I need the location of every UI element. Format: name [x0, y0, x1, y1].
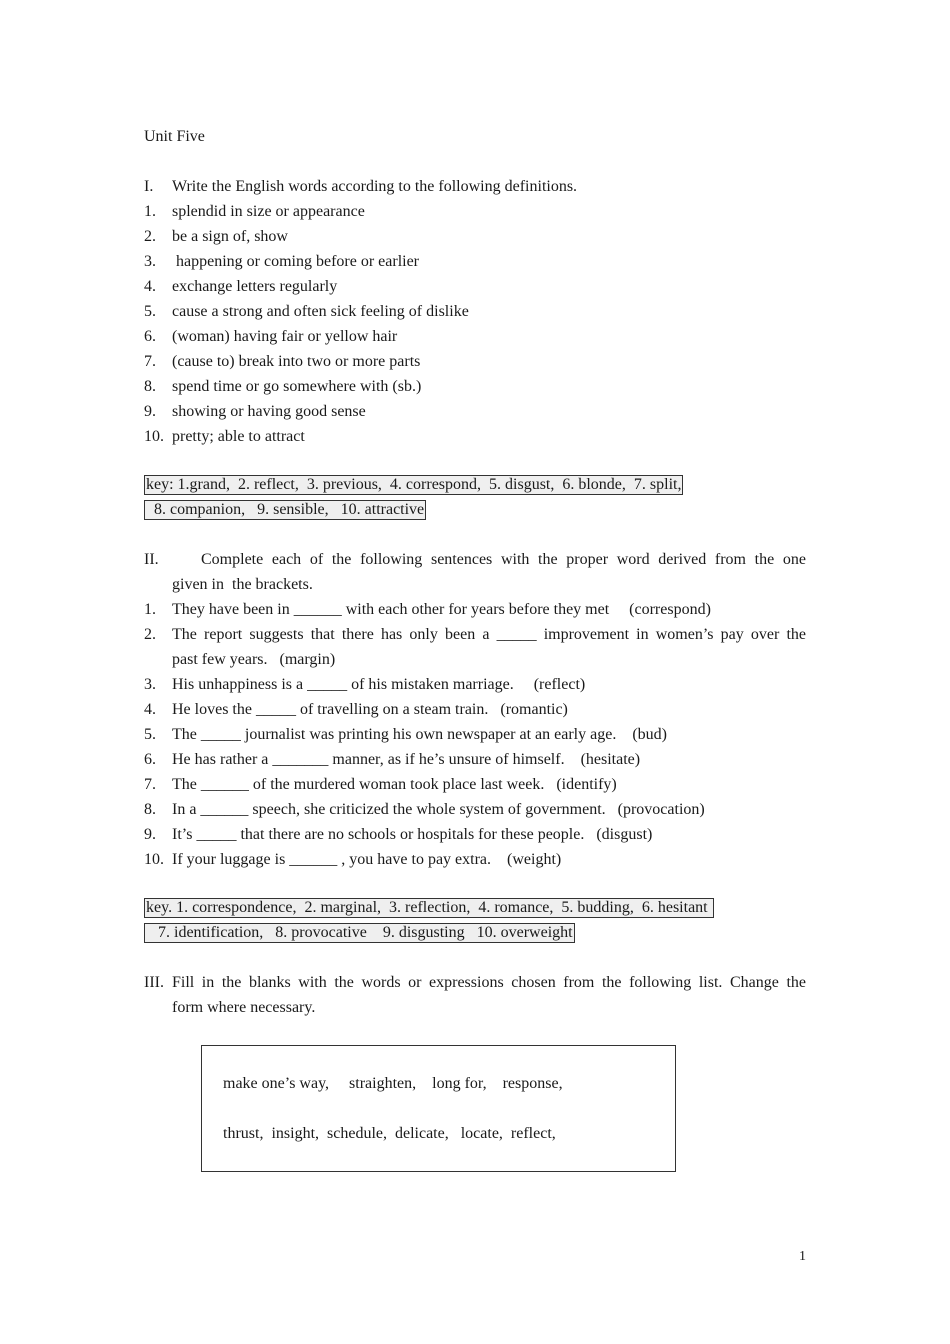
section3-instruction-line2: form where necessary.	[172, 999, 316, 1016]
item-number: 7.	[144, 776, 156, 793]
item-number: 6.	[144, 751, 156, 768]
section1-heading	[144, 178, 577, 196]
item-text: In a ______ speech, she criticized the whole system of government. (provocation)	[172, 801, 705, 818]
item-text: pretty; able to attract	[172, 428, 305, 445]
word-list-row-1: make one’s way, straighten, long for, response,	[223, 1075, 563, 1092]
item-number: 10.	[144, 851, 164, 868]
item-number: 9.	[144, 403, 156, 420]
item-number: 3.	[144, 676, 156, 693]
section2-key-line2: 7. identification, 8. provocative 9. disgusting 10. overweight	[146, 924, 573, 941]
item-continuation: past few years. (margin)	[172, 651, 336, 668]
section3-instruction-line1: Fill in the blanks with the words or expressions chosen from the following list. Change the	[172, 974, 806, 991]
item-text: splendid in size or appearance	[172, 203, 365, 220]
definition-item	[144, 303, 469, 321]
sentence-item	[144, 826, 652, 844]
section2-instruction-line1: Complete each of the following sentences with the proper word derived from the one	[201, 551, 806, 568]
definition-item	[144, 328, 397, 346]
page-number: 1	[799, 1249, 806, 1264]
sentence-item	[144, 751, 640, 769]
item-number: 1.	[144, 601, 156, 618]
item-text: His unhappiness is a _____ of his mistaken marriage. (reflect)	[172, 676, 586, 693]
section1-instruction: Write the English words according to the following definitions.	[172, 178, 578, 195]
item-text: The _____ journalist was printing his own newspaper at an early age. (bud)	[172, 726, 667, 743]
definition-item	[144, 228, 288, 246]
item-number: 8.	[144, 801, 156, 818]
item-text: exchange letters regularly	[172, 278, 338, 295]
sentence-item	[144, 726, 667, 744]
section2-instruction-line2: given in the brackets.	[172, 576, 313, 593]
item-text: It’s _____ that there are no schools or hospitals for these people. (disgust)	[172, 826, 653, 843]
item-text: The report suggests that there has only been a _____ improvement in women’s pay over the	[172, 626, 806, 643]
item-text: cause a strong and often sick feeling of dislike	[172, 303, 469, 320]
item-number: 1.	[144, 203, 156, 220]
section1-numeral: I.	[144, 178, 154, 195]
item-text: They have been in ______ with each other for years before they met (correspond)	[172, 601, 711, 618]
sentence-item	[144, 701, 568, 719]
definition-item	[144, 278, 337, 296]
sentence-item	[144, 626, 806, 644]
item-number: 9.	[144, 826, 156, 843]
section2-heading	[144, 551, 172, 569]
sentence-item	[144, 676, 585, 694]
sentence-item	[144, 776, 617, 794]
section2-numeral: II.	[144, 551, 159, 568]
definition-item	[144, 353, 420, 371]
item-number: 2.	[144, 626, 156, 643]
item-number: 5.	[144, 726, 156, 743]
definition-item	[144, 253, 419, 271]
item-text: He has rather a _______ manner, as if he’s unsure of himself. (hesitate)	[172, 751, 641, 768]
section1-key-line2: 8. companion, 9. sensible, 10. attractive	[146, 501, 425, 518]
section3-numeral: III.	[144, 974, 164, 991]
definition-item	[144, 378, 421, 396]
item-number: 8.	[144, 378, 156, 395]
item-number: 2.	[144, 228, 156, 245]
section2-key-line1: key. 1. correspondence, 2. marginal, 3. reflection, 4. romance, 5. budding, 6. hesitant	[146, 899, 712, 916]
sentence-item	[144, 601, 711, 619]
item-number: 5.	[144, 303, 156, 320]
word-list-box	[201, 1045, 676, 1172]
item-text: The ______ of the murdered woman took place last week. (identify)	[172, 776, 617, 793]
word-list-row-2: thrust, insight, schedule, delicate, locate, reflect,	[223, 1125, 556, 1142]
unit-title: Unit Five	[144, 128, 205, 145]
definition-item	[144, 203, 365, 221]
item-text: If your luggage is ______ , you have to pay extra. (weight)	[172, 851, 562, 868]
definition-item	[144, 403, 366, 421]
item-number: 6.	[144, 328, 156, 345]
item-text: (cause to) break into two or more parts	[172, 353, 421, 370]
item-number: 4.	[144, 701, 156, 718]
item-number: 3.	[144, 253, 156, 270]
item-text: showing or having good sense	[172, 403, 366, 420]
sentence-item	[144, 851, 561, 869]
item-text: (woman) having fair or yellow hair	[172, 328, 398, 345]
item-number: 4.	[144, 278, 156, 295]
item-text: happening or coming before or earlier	[172, 253, 420, 270]
item-text: He loves the _____ of travelling on a steam train. (romantic)	[172, 701, 568, 718]
item-text: be a sign of, show	[172, 228, 288, 245]
definition-item	[144, 428, 305, 446]
section3-heading	[144, 974, 172, 992]
section1-key-line1: key: 1.grand, 2. reflect, 3. previous, 4. correspond, 5. disgust, 6. blonde, 7. split,	[146, 476, 682, 493]
item-number: 7.	[144, 353, 156, 370]
item-number: 10.	[144, 428, 164, 445]
item-text: spend time or go somewhere with (sb.)	[172, 378, 422, 395]
sentence-item	[144, 801, 705, 819]
